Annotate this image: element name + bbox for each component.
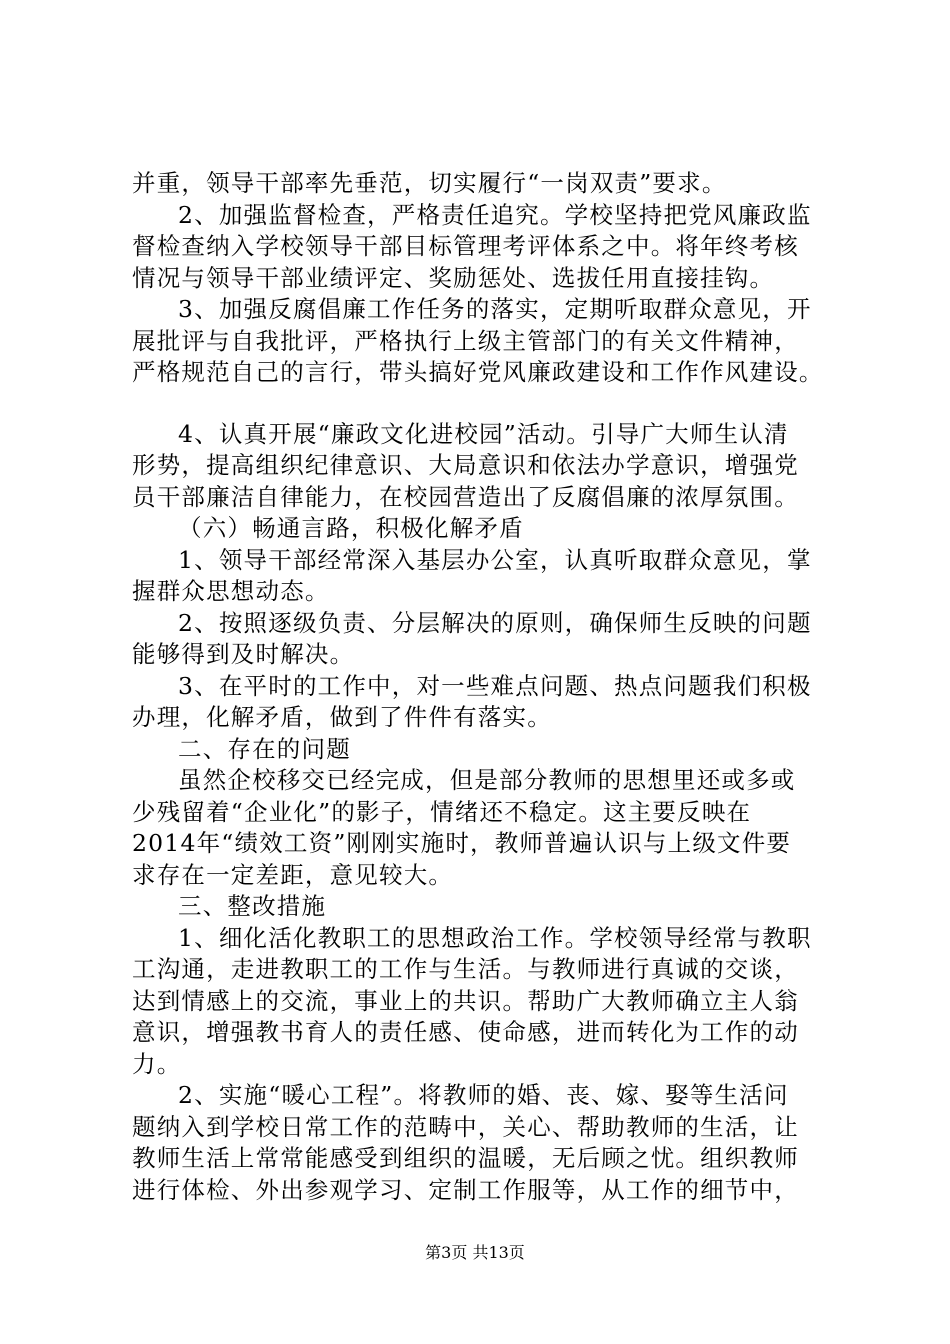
- text-line: （六）畅通言路，积极化解矛盾: [178, 514, 524, 542]
- text-line: 督检查纳入学校领导干部目标管理考评体系之中。将年终考核: [132, 232, 799, 260]
- text-line: 题纳入到学校日常工作的范畴中，关心、帮助教师的生活，让: [132, 1112, 799, 1141]
- text-line: 求存在一定差距，意见较大。: [132, 860, 454, 889]
- text-line: 虽然企校移交已经完成，但是部分教师的思想里还或多或: [178, 766, 796, 794]
- text-line: 3、加强反腐倡廉工作任务的落实，定期听取群众意见，开: [178, 295, 812, 323]
- text-line: 握群众思想动态。: [132, 577, 330, 605]
- text-line: 2014年“绩效工资”刚刚实施时，教师普遍认识与上级文件要: [132, 829, 792, 857]
- text-line: 进行体检、外出参观学习、定制工作服等，从工作的细节中，: [132, 1175, 799, 1204]
- text-line: 严格规范自己的言行，带头搞好党风廉政建设和工作作风建设。: [132, 358, 824, 386]
- text-line: 办理，化解矛盾，做到了件件有落实。: [132, 703, 552, 731]
- text-line: 1、细化活化教职工的思想政治工作。学校领导经常与教职: [178, 923, 812, 952]
- text-line: 达到情感上的交流，事业上的共识。帮助广大教师确立主人翁: [132, 986, 799, 1015]
- text-line: 力。: [132, 1049, 182, 1078]
- text-line: 1、领导干部经常深入基层办公室，认真听取群众意见，掌: [178, 545, 812, 574]
- text-line: 二、存在的问题: [178, 734, 351, 763]
- blank-line: [132, 389, 844, 419]
- text-line: 能够得到及时解决。: [132, 640, 355, 668]
- text-line: 2、按照逐级负责、分层解决的原则，确保师生反映的问题: [178, 608, 812, 637]
- text-line: 意识，增强教书育人的责任感、使命感，进而转化为工作的动: [132, 1018, 799, 1046]
- text-line: 情况与领导干部业绩评定、奖励惩处、选拔任用直接挂钩。: [132, 263, 775, 292]
- text-line: 工沟通，走进教职工的工作与生活。与教师进行真诚的交谈，: [132, 955, 799, 983]
- text-line: 三、整改措施: [178, 892, 327, 920]
- text-line: 2、加强监督检查，严格责任追究。学校坚持把党风廉政监: [178, 200, 812, 229]
- text-line: 员干部廉洁自律能力，在校园营造出了反腐倡廉的浓厚氛围。: [132, 482, 799, 511]
- text-line: 2、实施“暖心工程”。将教师的婚、丧、嫁、娶等生活问: [178, 1081, 789, 1109]
- text-line: 并重，领导干部率先垂范，切实履行“一岗双责”要求。: [132, 169, 727, 197]
- text-line: 形势，提高组织纪律意识、大局意识和依法办学意识，增强党: [132, 451, 799, 479]
- text-line: 少残留着“企业化”的影子，情绪还不稳定。这主要反映在: [132, 797, 752, 826]
- text-line: 展批评与自我批评，严格执行上级主管部门的有关文件精神，: [132, 326, 799, 355]
- document-body: [132, 168, 844, 1206]
- text-line: 教师生活上常常能感受到组织的温暖，无后顾之忧。组织教师: [132, 1144, 799, 1172]
- page-footer: 第3页 共13页: [425, 1243, 525, 1262]
- text-line: 4、认真开展“廉政文化进校园”活动。引导广大师生认清: [178, 419, 789, 448]
- text-line: 3、在平时的工作中，对一些难点问题、热点问题我们积极: [178, 671, 812, 700]
